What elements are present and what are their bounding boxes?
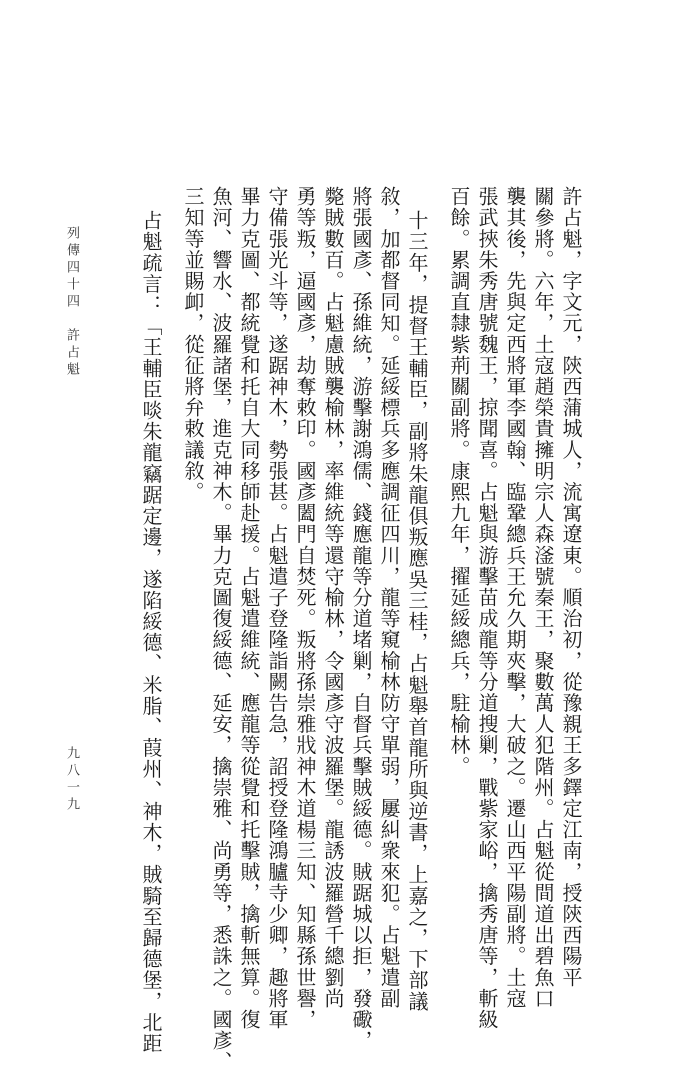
text-column: 百餘。累調直隸紫荊關副將。康熙九年，擢延綏總兵，駐榆林。: [447, 186, 471, 777]
text-column: 魚河、響水、波羅諸堡，進克神木。畢力克圖復綏德、延安，擒崇雅、尚勇等，悉誅之。國彥、: [209, 186, 233, 1072]
text-column: 三知等並賜卹，從征將弁敕議敘。: [181, 186, 205, 503]
text-column: 張武挾朱秀唐號魏王，掠聞喜。占魁與游擊苗成龍等分道搜剿，戰紫家峪，擒秀唐等，斬級: [475, 186, 499, 1030]
text-column: 許占魁，字文元，陝西蒲城人，流寓遼東。順治初，從豫親王多鐸定江南，授陝西陽平: [559, 186, 583, 988]
text-column: 敘，加都督同知。延綏標兵多應調征四川，龍等窺榆林防守單弱，屢糾衆來犯。占魁遣副: [377, 186, 401, 1009]
text-column: 十三年，提督王輔臣，副將朱龍俱叛應吳三桂，占魁舉首龍所與逆書，上嘉之，下部議: [405, 210, 429, 1012]
text-column: 將張國彥、孫維統，游擊謝鴻儒、錢應龍等分道堵剿，自督兵擊賊綏德。賊踞城以拒，發礮，: [349, 186, 373, 1052]
text-column: 守備張光斗等，遂踞神木，勢張甚。占魁遣子登隆詣闕告急，詔授登隆鴻臚寺少卿，趣將軍: [265, 186, 289, 1030]
text-column: 畢力克圖、都統覺和托自大同移師赴援。占魁遣維統、應龍等從覺和托擊賊，擒斬無算。復: [237, 186, 261, 1030]
running-head: 列傳四十四 許占魁: [64, 226, 79, 379]
text-column: 斃賊數百。占魁慮賊襲榆林，率維統等還守榆林，令國彥守波羅堡。龍誘波羅營千總劉尚: [321, 186, 345, 1009]
text-column: 占魁疏言：「王輔臣啖朱龍竊踞定邊，遂陷綏德、米脂、葭州、神木，賊騎至歸德堡，北距: [139, 210, 163, 1054]
page-number: 九八一九: [64, 746, 79, 814]
text-column: 關參將。六年，土寇趙榮貴擁明宗人森滏號秦王，聚數萬人犯階州。占魁從間道出碧魚口: [531, 186, 555, 1009]
text-column: 襲其後，先與定西將軍李國翰、臨鞏總兵王允久期夾擊，大破之。遷山西平陽副將。土寇: [503, 186, 527, 1009]
text-column: 勇等叛，逼國彥，劫奪敕印。國彥闔門自焚死。叛將孫崇雅戕神木道楊三知、知縣孫世譽，: [293, 186, 317, 1030]
